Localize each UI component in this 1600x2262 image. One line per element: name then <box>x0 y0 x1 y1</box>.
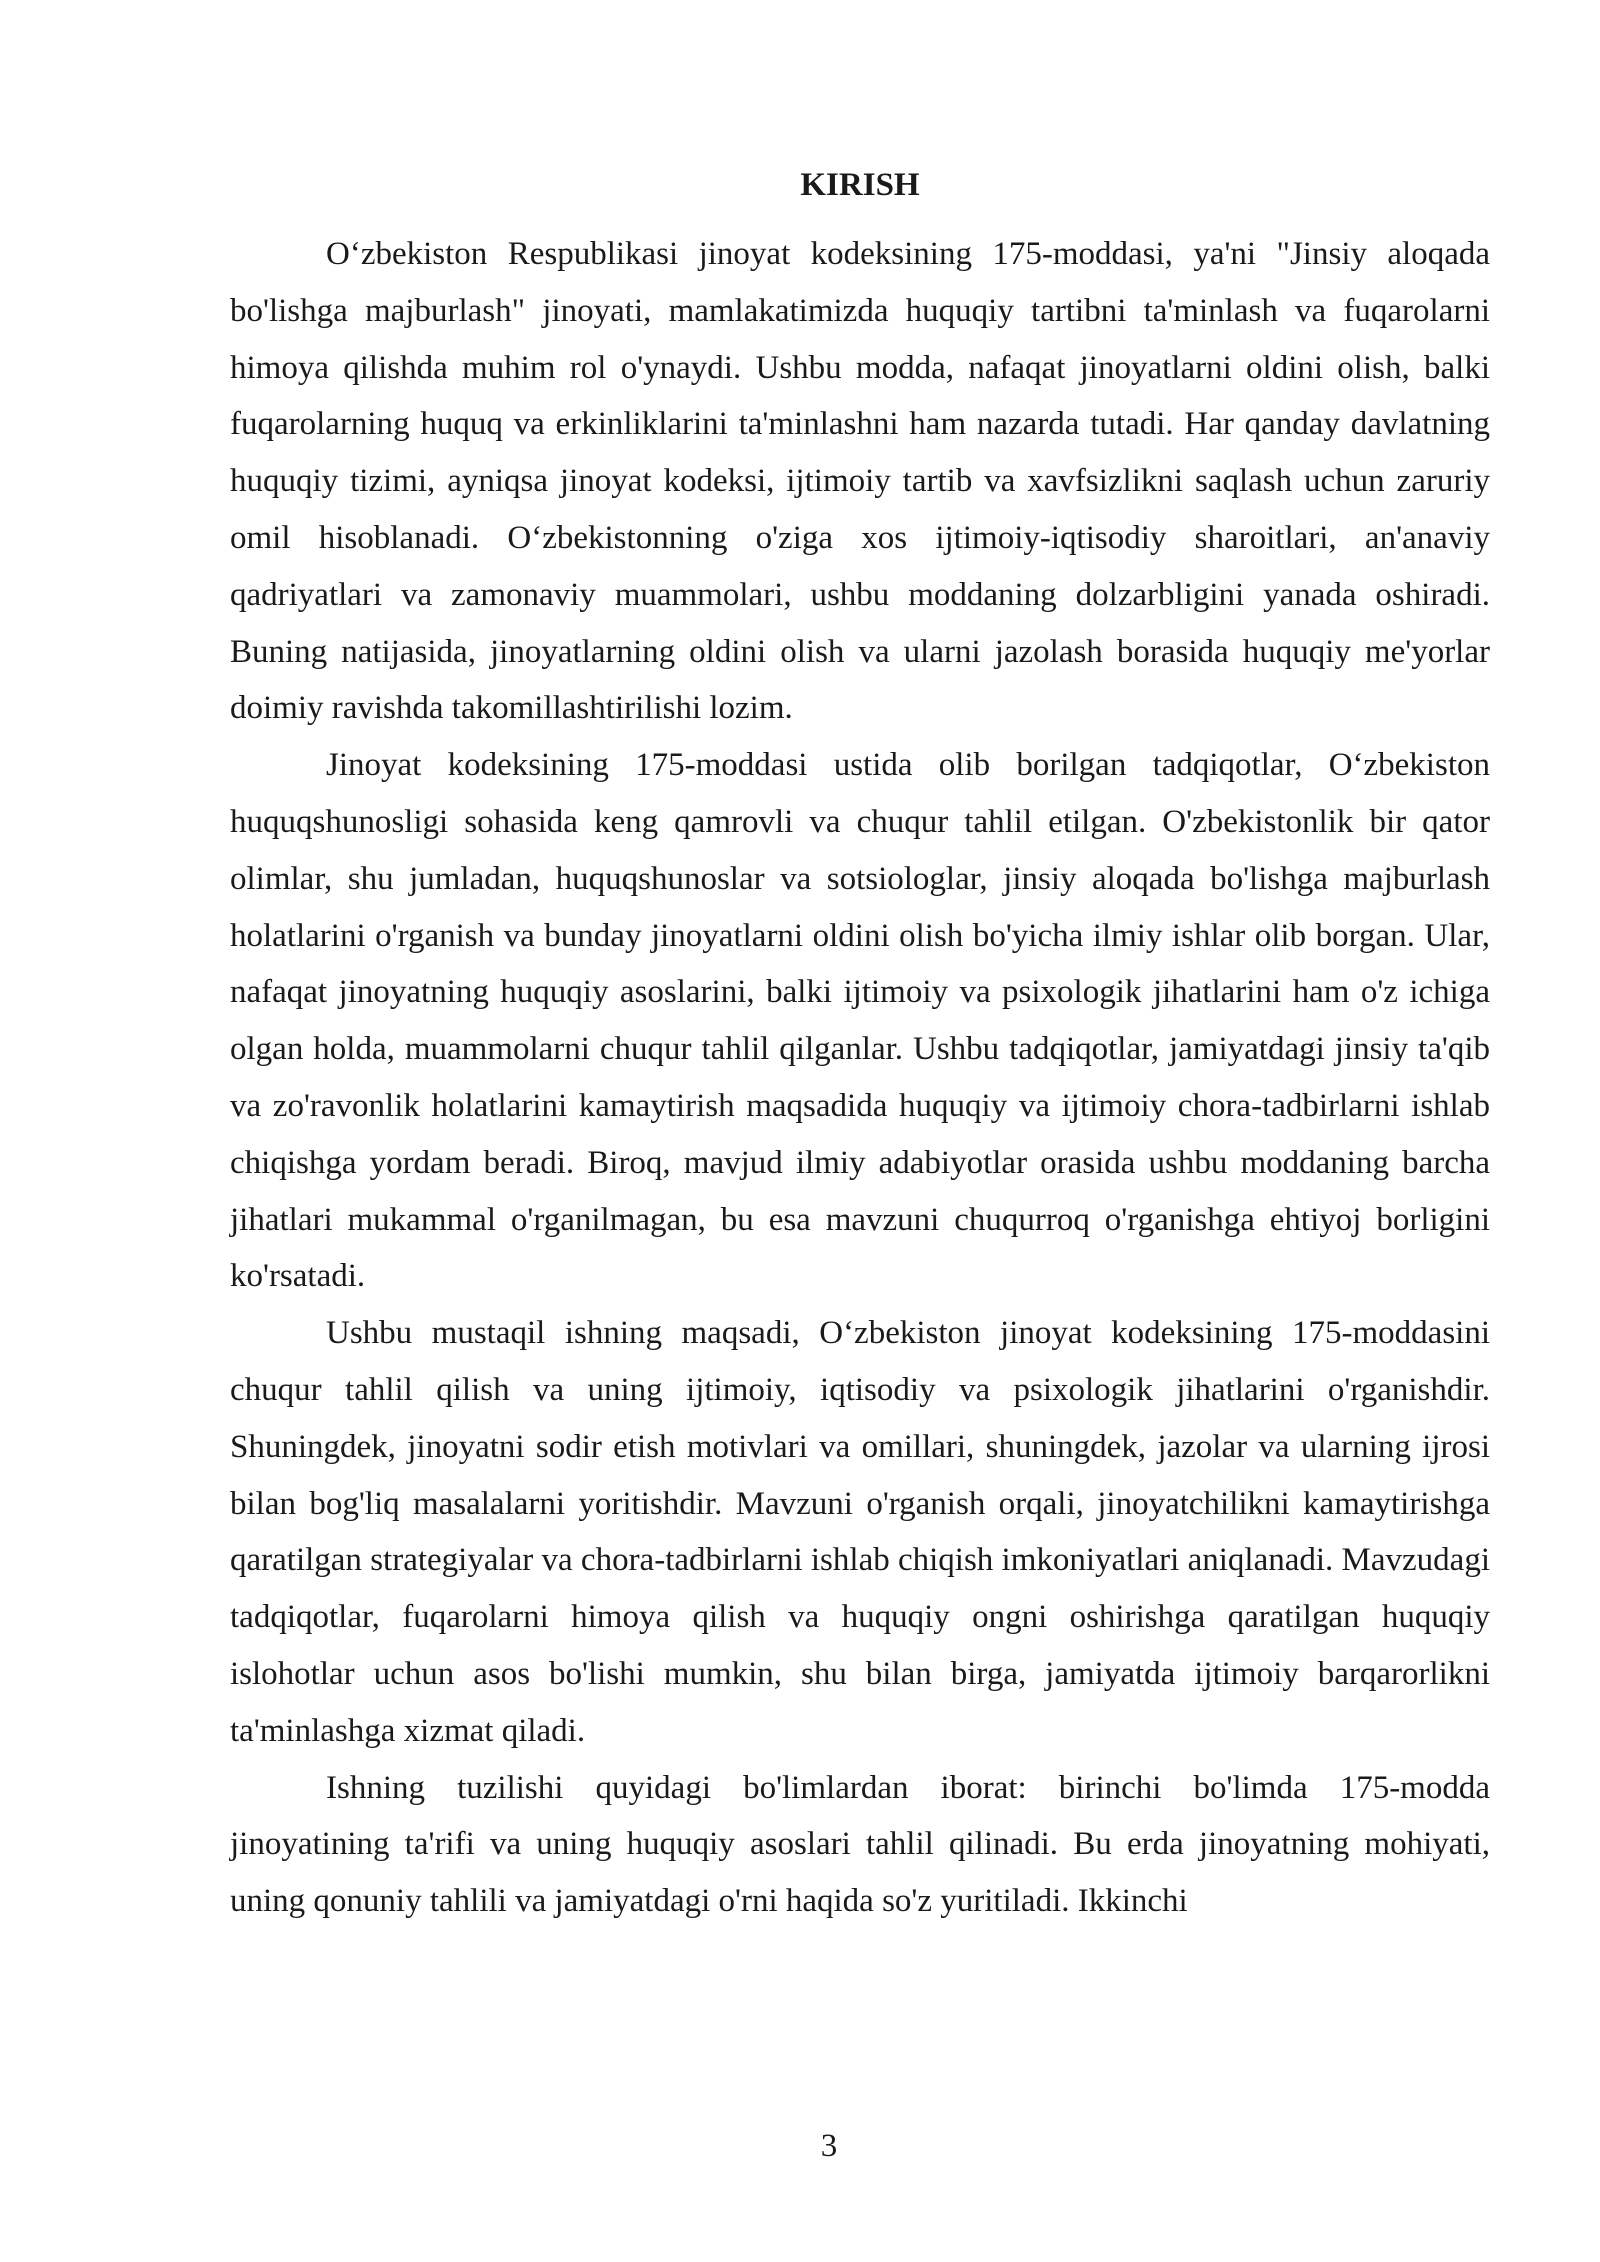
page-number: 3 <box>820 2128 838 2164</box>
page-title: KIRISH <box>800 167 920 203</box>
paragraph-1: O‘zbekiston Respublikasi jinoyat kodeksining 175-moddasi, ya'ni "Jinsiy aloqada bo'lishga majburlash" jinoyati, mamlakatimizda huquqiy tartibni ta'minlash va fuqarolarni himoya qilishda muhim rol o'ynaydi. Ushbu modda, nafaqat jinoyatlarni oldini olish, balki fuqarolarning huquq va erkinliklarini ta'minlashni ham nazarda tutadi. Har qanday davlatning huquqiy tizimi, ayniqsa jinoyat kodeksi, ijtimoiy tartib va xavfsizlikni saqlash uchun zaruriy omil hisoblanadi. O‘zbekistonning o'ziga xos ijtimoiy-iqtisodiy sharoitlari, an'anaviy qadriyatlari va zamonaviy muammolari, ushbu moddaning dolzarbligini yanada oshiradi. Buning natijasida, jinoyatlarning oldini olish va ularni jazolash borasida huquqiy me'yorlar doimiy ravishda takomillashtirilishi lozim. <box>230 236 1490 727</box>
paragraph-3: Ushbu mustaqil ishning maqsadi, O‘zbekiston jinoyat kodeksining 175-moddasini chuqur tahlil qilish va uning ijtimoiy, iqtisodiy va psixologik jihatlarini o'rganishdir. Shuningdek, jinoyatni sodir etish motivlari va omillari, shuningdek, jazolar va ularning ijrosi bilan bog'liq masalalarni yoritishdir. Mavzuni o'rganish orqali, jinoyatchilikni kamaytirishga qaratilgan strategiyalar va chora-tadbirlarni ishlab chiqish imkoniyatlari aniqlanadi. Mavzudagi tadqiqotlar, fuqarolarni himoya qilish va huquqiy ongni oshirishga qaratilgan huquqiy islohotlar uchun asos bo'lishi mumkin, shu bilan birga, jamiyatda ijtimoiy barqarorlikni ta'minlashga xizmat qiladi. <box>230 1315 1490 1749</box>
document-page <box>230 150 1490 1930</box>
paragraph-2: Jinoyat kodeksining 175-moddasi ustida olib borilgan tadqiqotlar, O‘zbekiston huquqshunosligi sohasida keng qamrovli va chuqur tahlil etilgan. O'zbekistonlik bir qator olimlar, shu jumladan, huquqshunoslar va sotsiologlar, jinsiy aloqada bo'lishga majburlash holatlarini o'rganish va bunday jinoyatlarni oldini olish bo'yicha ilmiy ishlar olib borgan. Ular, nafaqat jinoyatning huquqiy asoslarini, balki ijtimoiy va psixologik jihatlarini ham o'z ichiga olgan holda, muammolarni chuqur tahlil qilganlar. Ushbu tadqiqotlar, jamiyatdagi jinsiy ta'qib va zo'ravonlik holatlarini kamaytirish maqsadida huquqiy va ijtimoiy chora-tadbirlarni ishlab chiqishga yordam beradi. Biroq, mavjud ilmiy adabiyotlar orasida ushbu moddaning barcha jihatlari mukammal o'rganilmagan, bu esa mavzuni chuqurroq o'rganishga ehtiyoj borligini ko'rsatadi. <box>230 747 1490 1295</box>
paragraph-4: Ishning tuzilishi quyidagi bo'limlardan iborat: birinchi bo'limda 175-modda jinoyatining ta'rifi va uning huquqiy asoslari tahlil qilinadi. Bu erda jinoyatning mohiyati, uning qonuniy tahlili va jamiyatdagi o'rni haqida so'z yuritiladi. Ikkinchi <box>230 1769 1490 1920</box>
